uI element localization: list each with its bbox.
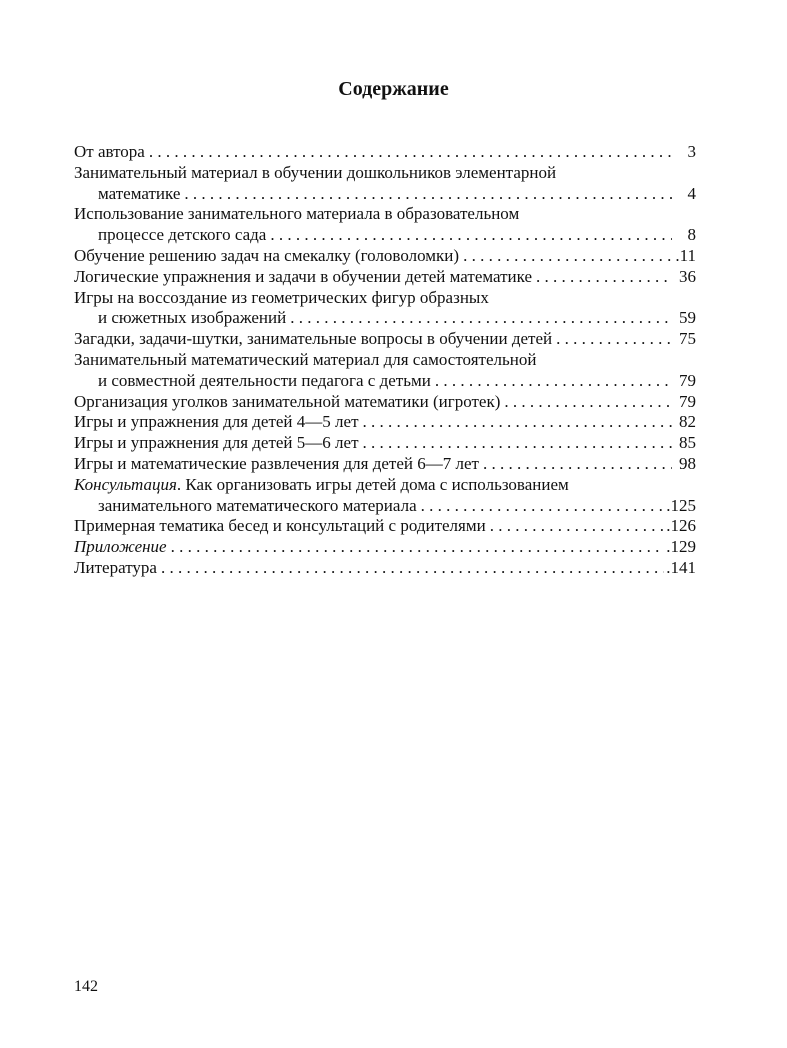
dot-leader (184, 184, 672, 205)
toc-entry-line (74, 267, 696, 288)
toc-entry[interactable] (74, 433, 696, 454)
toc-entry-italic-prefix: Приложение (74, 537, 167, 557)
page-title: Содержание (338, 78, 449, 100)
toc-entry-page: 75 (679, 329, 696, 349)
toc-entry-title: Организация уголков занимательной математики (игротек) (74, 391, 501, 411)
dot-leader (363, 412, 673, 433)
toc-entry-line (74, 496, 696, 517)
toc-entry-page: 59 (679, 308, 696, 328)
toc-entry-line (74, 225, 696, 246)
toc-entry-title: Игры и упражнения для детей 4—5 лет (74, 412, 359, 432)
table-of-contents (74, 142, 696, 579)
dot-leader (556, 329, 672, 350)
toc-entry-line (74, 433, 696, 454)
toc-entry-page: 79 (679, 391, 696, 411)
toc-entry-title: процессе детского сада (98, 225, 267, 245)
dot-leader (161, 558, 664, 579)
toc-entry[interactable] (74, 163, 696, 205)
toc-entry-page: .141 (666, 557, 696, 577)
toc-entry-page: 82 (679, 412, 696, 432)
toc-entry-page: 36 (679, 266, 696, 286)
dot-leader (504, 392, 672, 413)
toc-entry-title: Загадки, задачи-шутки, занимательные вопросы в обучении детей (74, 329, 553, 349)
toc-entry-page: 3 (687, 142, 696, 161)
toc-entry-page: .129 (666, 537, 696, 557)
page-number: 142 (74, 978, 98, 995)
toc-entry-page: 85 (679, 433, 696, 453)
toc-entry-line (74, 454, 696, 475)
toc-entry-title: Игры и математические развлечения для детей 6—7 лет (74, 453, 479, 473)
dot-leader (363, 433, 673, 454)
toc-entry-line (74, 204, 696, 225)
toc-entry[interactable] (74, 454, 696, 475)
dot-leader (270, 225, 672, 246)
toc-entry-line (74, 288, 696, 309)
toc-entry-page: .125 (666, 495, 696, 515)
toc-entry-line (74, 184, 696, 205)
toc-entry[interactable] (74, 329, 696, 350)
dot-leader (483, 454, 672, 475)
dot-leader (171, 537, 665, 558)
toc-entry[interactable] (74, 350, 696, 392)
toc-entry-line (74, 329, 696, 350)
toc-entry[interactable] (74, 558, 696, 579)
toc-entry-line (74, 392, 696, 413)
toc-entry-line (74, 163, 696, 184)
toc-entry-line (74, 308, 696, 329)
toc-entry-page: 98 (679, 453, 696, 473)
toc-entry-page: 4 (687, 183, 696, 203)
toc-entry-line (74, 350, 696, 371)
toc-entry-title: Примерная тематика бесед и консультаций с родителями (74, 516, 486, 536)
toc-entry-page: 79 (679, 370, 696, 390)
toc-entry-line (74, 516, 696, 537)
toc-entry-title: Занимательный материал в обучении дошкольников элементарной (74, 162, 557, 182)
toc-entry-italic-prefix: Консультация (74, 474, 177, 494)
toc-entry-line (74, 475, 696, 496)
dot-leader (290, 308, 672, 329)
toc-entry[interactable] (74, 288, 696, 330)
toc-entry-title: и совместной деятельности педагога с детьми (98, 370, 431, 390)
toc-entry-title: Литература (74, 557, 157, 577)
toc-entry[interactable] (74, 412, 696, 433)
toc-entry[interactable] (74, 516, 696, 537)
toc-entry-title: и сюжетных изображений (98, 308, 287, 328)
dot-leader (149, 142, 672, 163)
toc-entry[interactable] (74, 537, 696, 558)
toc-entry-line (74, 371, 696, 392)
dot-leader (435, 371, 672, 392)
toc-entry-line (74, 246, 696, 267)
dot-leader (536, 267, 672, 288)
dot-leader (421, 496, 665, 517)
toc-entry-title: Использование занимательного материала в образовательном (74, 204, 520, 224)
toc-entry[interactable] (74, 267, 696, 288)
toc-entry-page: .126 (666, 516, 696, 536)
toc-entry-page: 8 (687, 225, 696, 245)
toc-entry-title: Логические упражнения и задачи в обучении детей математике (74, 266, 533, 286)
toc-entry[interactable] (74, 475, 696, 517)
toc-entry-page: .11 (675, 245, 696, 265)
toc-entry-line (74, 558, 696, 579)
toc-entry-title: Занимательный математический материал для самостоятельной (74, 349, 537, 369)
dot-leader (490, 516, 665, 537)
toc-entry-title: Игры и упражнения для детей 5—6 лет (74, 433, 359, 453)
toc-entry-title: математике (98, 183, 181, 203)
toc-entry-line (74, 412, 696, 433)
toc-entry[interactable] (74, 392, 696, 413)
toc-entry[interactable] (74, 142, 696, 163)
toc-entry-title: От автора (74, 142, 145, 161)
toc-entry-title: Игры на воссоздание из геометрических фигур образных (74, 287, 489, 307)
toc-entry-title: Обучение решению задач на смекалку (головоломки) (74, 245, 460, 265)
toc-entry-title: занимательного математического материала (98, 495, 417, 515)
toc-entry[interactable] (74, 246, 696, 267)
toc-entry-line (74, 142, 696, 163)
dot-leader (463, 246, 672, 267)
toc-entry[interactable] (74, 204, 696, 246)
toc-entry-line (74, 537, 696, 558)
toc-entry-title: . Как организовать игры детей дома с использованием (176, 474, 569, 494)
